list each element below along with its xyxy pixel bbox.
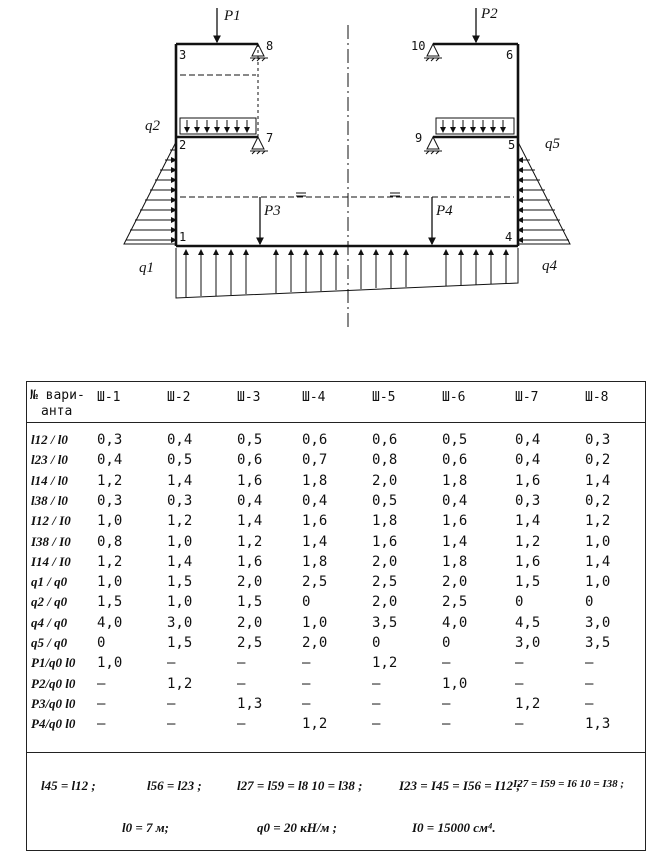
row-label: q4 / q0 [31, 614, 68, 630]
table-cell: 1,2 [237, 533, 263, 550]
table-cell: 1,4 [167, 472, 193, 489]
table-cell: – [442, 695, 451, 712]
table-cell: 1,4 [167, 553, 193, 570]
footer-eq-5: I27 = I59 = I6 10 = I38 ; [513, 778, 625, 790]
label-q2: q2 [145, 118, 160, 134]
table-cell: 1,6 [442, 513, 468, 530]
table-cell: 1,6 [237, 472, 263, 489]
header-divider [27, 422, 645, 423]
node-9: 9 [415, 131, 423, 145]
table-cell: 1,3 [237, 695, 263, 712]
label-P2: P2 [481, 6, 498, 22]
table-cell: 1,0 [167, 533, 193, 550]
label-P3: P3 [264, 203, 281, 219]
table-cell: 0 [372, 635, 381, 651]
node-6: 6 [506, 48, 514, 62]
node-4: 4 [505, 230, 513, 244]
header-label-2: анта [41, 404, 73, 419]
footer-I0: I0 = 15000 см⁴. [412, 820, 496, 835]
table-cell: – [442, 716, 451, 733]
table-cell: 4,0 [442, 614, 468, 631]
table-cell: – [585, 655, 594, 672]
header-label-1: № вари- [30, 388, 85, 403]
table-cell: 1,2 [97, 553, 123, 570]
node-10: 10 [411, 39, 426, 53]
table-cell: 3,5 [585, 635, 611, 651]
table-cell: 1,8 [302, 472, 328, 489]
row-label: l23 / l0 [31, 452, 68, 468]
table-cell: 1,6 [372, 533, 398, 550]
table-cell: 0,6 [372, 432, 398, 448]
table-cell: 1,4 [585, 472, 611, 489]
footer-eq-4: I23 = I45 = I56 = I12 ; [399, 778, 521, 793]
table-cell: – [302, 655, 311, 672]
table-cell: 1,2 [167, 675, 193, 692]
table-cell: 0,5 [237, 432, 263, 448]
table-cell: 4,5 [515, 614, 541, 631]
table-cell: 1,8 [442, 472, 468, 489]
table-cell: 1,4 [302, 533, 328, 550]
dim-line-mid [180, 193, 514, 197]
table-cell: 0,5 [167, 452, 193, 469]
table-cell: 1,0 [442, 675, 468, 692]
variant-header: Ш-3 [237, 390, 261, 405]
table-cell: 0,3 [167, 492, 193, 509]
table-cell: 2,0 [442, 574, 468, 591]
table-cell: 0,3 [97, 432, 123, 448]
table-cell: 0 [515, 594, 524, 611]
load-bottom-trapezoid [176, 248, 518, 298]
table-cell: – [302, 675, 311, 692]
variant-header: Ш-1 [97, 390, 121, 405]
row-label: q2 / q0 [31, 594, 68, 610]
table-cell: 0,4 [442, 492, 468, 509]
table-cell: 1,6 [302, 513, 328, 530]
table-cell: 0,4 [515, 432, 541, 448]
table-cell: 1,0 [97, 574, 123, 591]
table-cell: 1,5 [167, 635, 193, 651]
table-cell: – [515, 655, 524, 672]
table-cell: 1,6 [515, 553, 541, 570]
table-cell: 3,0 [585, 614, 611, 631]
table-cell: 0,3 [585, 432, 611, 448]
row-label: P3/q0 l0 [31, 695, 76, 711]
table-cell: 3,0 [167, 614, 193, 631]
table-cell: – [237, 716, 246, 733]
table-cell: 1,0 [97, 655, 123, 672]
table-cell: – [442, 655, 451, 672]
table-cell: – [167, 716, 176, 733]
table-cell: 0,3 [97, 492, 123, 509]
table-cell: 0 [585, 594, 594, 611]
table-cell: 1,0 [97, 513, 123, 530]
frame-members [176, 44, 518, 246]
table-cell: – [585, 675, 594, 692]
table-cell: 1,2 [97, 472, 123, 489]
row-label: P1/q0 l0 [31, 655, 76, 671]
variant-header: Ш-6 [442, 390, 466, 405]
label-q5: q5 [545, 136, 560, 152]
variant-header: Ш-5 [372, 390, 396, 405]
table-cell: 0,4 [97, 452, 123, 469]
footer-l0: l0 = 7 м; [122, 820, 170, 835]
row-label: l14 / l0 [31, 472, 68, 488]
table-cell: – [585, 695, 594, 712]
table-cell: 1,5 [515, 574, 541, 591]
table-cell: 1,0 [167, 594, 193, 611]
footer-q0: q0 = 20 кН/м ; [257, 820, 337, 835]
table-cell: 0 [97, 635, 106, 651]
load-right-triangle [518, 142, 570, 244]
label-P1: P1 [224, 8, 241, 24]
row-label: l38 / l0 [31, 492, 68, 508]
row-label: I14 / I0 [31, 553, 71, 569]
table-cell: 1,2 [372, 655, 398, 672]
table-cell: 1,2 [515, 533, 541, 550]
table-cell: – [97, 716, 106, 733]
row-label: P4/q0 l0 [31, 716, 76, 732]
label-q4: q4 [542, 258, 557, 274]
table-cell: 2,5 [302, 574, 328, 591]
table-cell: – [515, 675, 524, 692]
row-label: l12 / l0 [31, 432, 68, 447]
table-cell: 0,4 [302, 492, 328, 509]
table-cell: – [97, 695, 106, 712]
table-cell: 0,8 [97, 533, 123, 550]
table-cell: 1,4 [237, 513, 263, 530]
table-cell: – [167, 695, 176, 712]
table-cell: 0,4 [237, 492, 263, 509]
node-8: 8 [266, 39, 274, 53]
table-cell: 1,6 [515, 472, 541, 489]
table-cell: 1,4 [442, 533, 468, 550]
table-cell: 1,0 [585, 533, 611, 550]
table-cell: 0 [302, 594, 311, 611]
label-q1: q1 [139, 260, 154, 276]
table-cell: 1,2 [302, 716, 328, 733]
footer-eq-3: l27 = l59 = l8 10 = l38 ; [237, 778, 363, 793]
table-cell: 1,8 [372, 513, 398, 530]
table-cell: 1,0 [302, 614, 328, 631]
variant-header: Ш-2 [167, 390, 191, 405]
table-cell: 0,6 [442, 452, 468, 469]
table-cell: 0,2 [585, 452, 611, 469]
table-cell: 1,2 [585, 513, 611, 530]
variant-header: Ш-7 [515, 390, 539, 405]
supports [250, 44, 442, 154]
table-cell: 2,0 [302, 635, 328, 651]
variants-table [26, 381, 646, 851]
table-cell: 0,6 [237, 452, 263, 469]
load-q2 [180, 118, 256, 134]
table-cell: 0,4 [515, 452, 541, 469]
table-cell: 3,5 [372, 614, 398, 631]
table-cell: 1,4 [585, 553, 611, 570]
table-cell: – [237, 675, 246, 692]
table-cell: 0 [442, 635, 451, 651]
table-cell: 2,5 [442, 594, 468, 611]
table-cell: – [237, 655, 246, 672]
node-3: 3 [179, 48, 187, 62]
table-cell: 1,0 [585, 574, 611, 591]
table-cell: – [302, 695, 311, 712]
table-cell: 1,8 [442, 553, 468, 570]
table-cell: 1,6 [237, 553, 263, 570]
table-cell: 1,5 [237, 594, 263, 611]
table-cell: 0,8 [372, 452, 398, 469]
table-cell: 0,5 [442, 432, 468, 448]
table-cell: 1,5 [167, 574, 193, 591]
variant-header: Ш-8 [585, 390, 609, 405]
load-left-triangle [124, 142, 176, 244]
table-cell: 1,2 [167, 513, 193, 530]
table-cell: 4,0 [97, 614, 123, 631]
row-label: I12 / I0 [31, 513, 71, 529]
table-cell: 1,2 [515, 695, 541, 712]
table-cell: 3,0 [515, 635, 541, 651]
row-label: q1 / q0 [31, 574, 68, 590]
node-7: 7 [266, 131, 274, 145]
table-cell: 1,8 [302, 553, 328, 570]
table-cell: 1,4 [515, 513, 541, 530]
frame-diagram [0, 0, 669, 370]
table-cell: – [167, 655, 176, 672]
label-P4: P4 [436, 203, 453, 219]
table-cell: 2,0 [237, 574, 263, 591]
table-cell: 2,0 [372, 472, 398, 489]
row-label: q5 / q0 [31, 635, 68, 650]
footer-eq-2: l56 = l23 ; [147, 778, 202, 793]
table-cell: – [372, 695, 381, 712]
table-cell: 2,5 [237, 635, 263, 651]
table-cell: 2,0 [372, 594, 398, 611]
variant-header: Ш-4 [302, 390, 326, 405]
table-cell: 0,2 [585, 492, 611, 509]
table-cell: – [515, 716, 524, 733]
footer-eq-1: l45 = l12 ; [41, 778, 96, 793]
table-cell: 0,7 [302, 452, 328, 469]
table-cell: 0,5 [372, 492, 398, 509]
node-1: 1 [179, 230, 187, 244]
node-5: 5 [508, 138, 516, 152]
table-cell: 1,5 [97, 594, 123, 611]
table-cell: – [97, 675, 106, 692]
table-cell: 2,0 [237, 614, 263, 631]
table-cell: 2,0 [372, 553, 398, 570]
table-cell: – [372, 716, 381, 733]
table-cell: 1,3 [585, 716, 611, 733]
load-q5-beam [436, 118, 514, 134]
table-cell: – [372, 675, 381, 692]
table-cell: 0,3 [515, 492, 541, 509]
node-2: 2 [179, 138, 187, 152]
row-label: I38 / I0 [31, 533, 71, 549]
footer-divider [27, 752, 645, 753]
table-cell: 0,4 [167, 432, 193, 448]
table-cell: 2,5 [372, 574, 398, 591]
row-label: P2/q0 l0 [31, 675, 76, 691]
table-cell: 0,6 [302, 432, 328, 448]
